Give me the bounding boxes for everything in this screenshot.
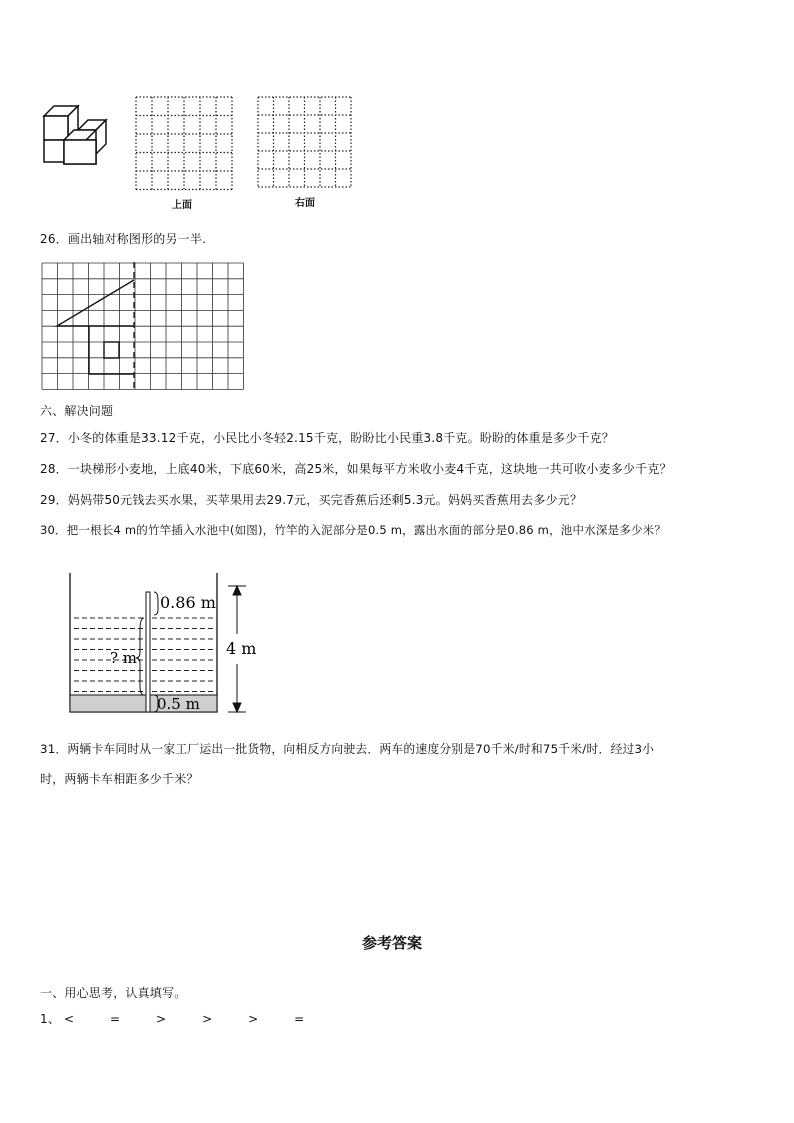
question-28: 28．一块梯形小麦地，上底40米，下底60米，高25米，如果每平方米收小麦4千克，这块地一共可收小麦多少千克？ (40, 462, 672, 476)
water-depth-label: ? m (110, 649, 138, 667)
answer-1-symbol: < (64, 1012, 75, 1026)
top-view-label: 上面 (172, 200, 192, 211)
answer-1-symbol: = (294, 1012, 305, 1026)
answer-1 (40, 1010, 336, 1027)
answers-section-1: 一、用心思考，认真填写。 (40, 986, 187, 1000)
question-30: 30．把一根长4 m的竹竿插入水池中(如图)，竹竿的入泥部分是0.5 m，露出水面的部分是0.86 m，池中水深是多少米？ (40, 523, 667, 537)
above-water-label: 0.86 m (160, 593, 216, 612)
pool-bamboo-figure (60, 570, 270, 718)
question-29: 29．妈妈带50元钱去买水果，买苹果用去29.7元，买完香蕉后还剩5.3元。妈妈买香蕉用去多少元？ (40, 493, 583, 507)
answer-1-symbol: > (248, 1012, 259, 1026)
answer-1-symbol: > (202, 1012, 213, 1026)
question-31-line-1: 31．两辆卡车同时从一家工厂运出一批货物，向相反方向驶去．两车的速度分别是70千米/时和75千米/时．经过3小 (40, 742, 655, 756)
total-length-label: 4 m (226, 639, 257, 658)
answer-1-symbol: = (110, 1012, 121, 1026)
right-view-label: 右面 (295, 198, 315, 209)
answer-1-symbol: > (156, 1012, 167, 1026)
cube-stack-figure (40, 100, 112, 172)
mud-depth-label: 0.5 m (157, 695, 200, 713)
top-view-grid (134, 95, 236, 193)
right-view-grid (256, 95, 354, 189)
section-6-heading: 六、解决问题 (40, 404, 114, 418)
answers-title: 参考答案 (362, 934, 423, 952)
question-27: 27．小冬的体重是33.12千克，小民比小冬轻2.15千克，盼盼比小民重3.8千克。盼盼的体重是多少千克？ (40, 431, 615, 445)
answer-1-prefix: 1、 (40, 1012, 61, 1026)
question-26: 26．画出轴对称图形的另一半. (40, 232, 207, 246)
symmetry-grid (40, 262, 244, 392)
question-31-line-2: 时，两辆卡车相距多少千米？ (40, 772, 199, 786)
